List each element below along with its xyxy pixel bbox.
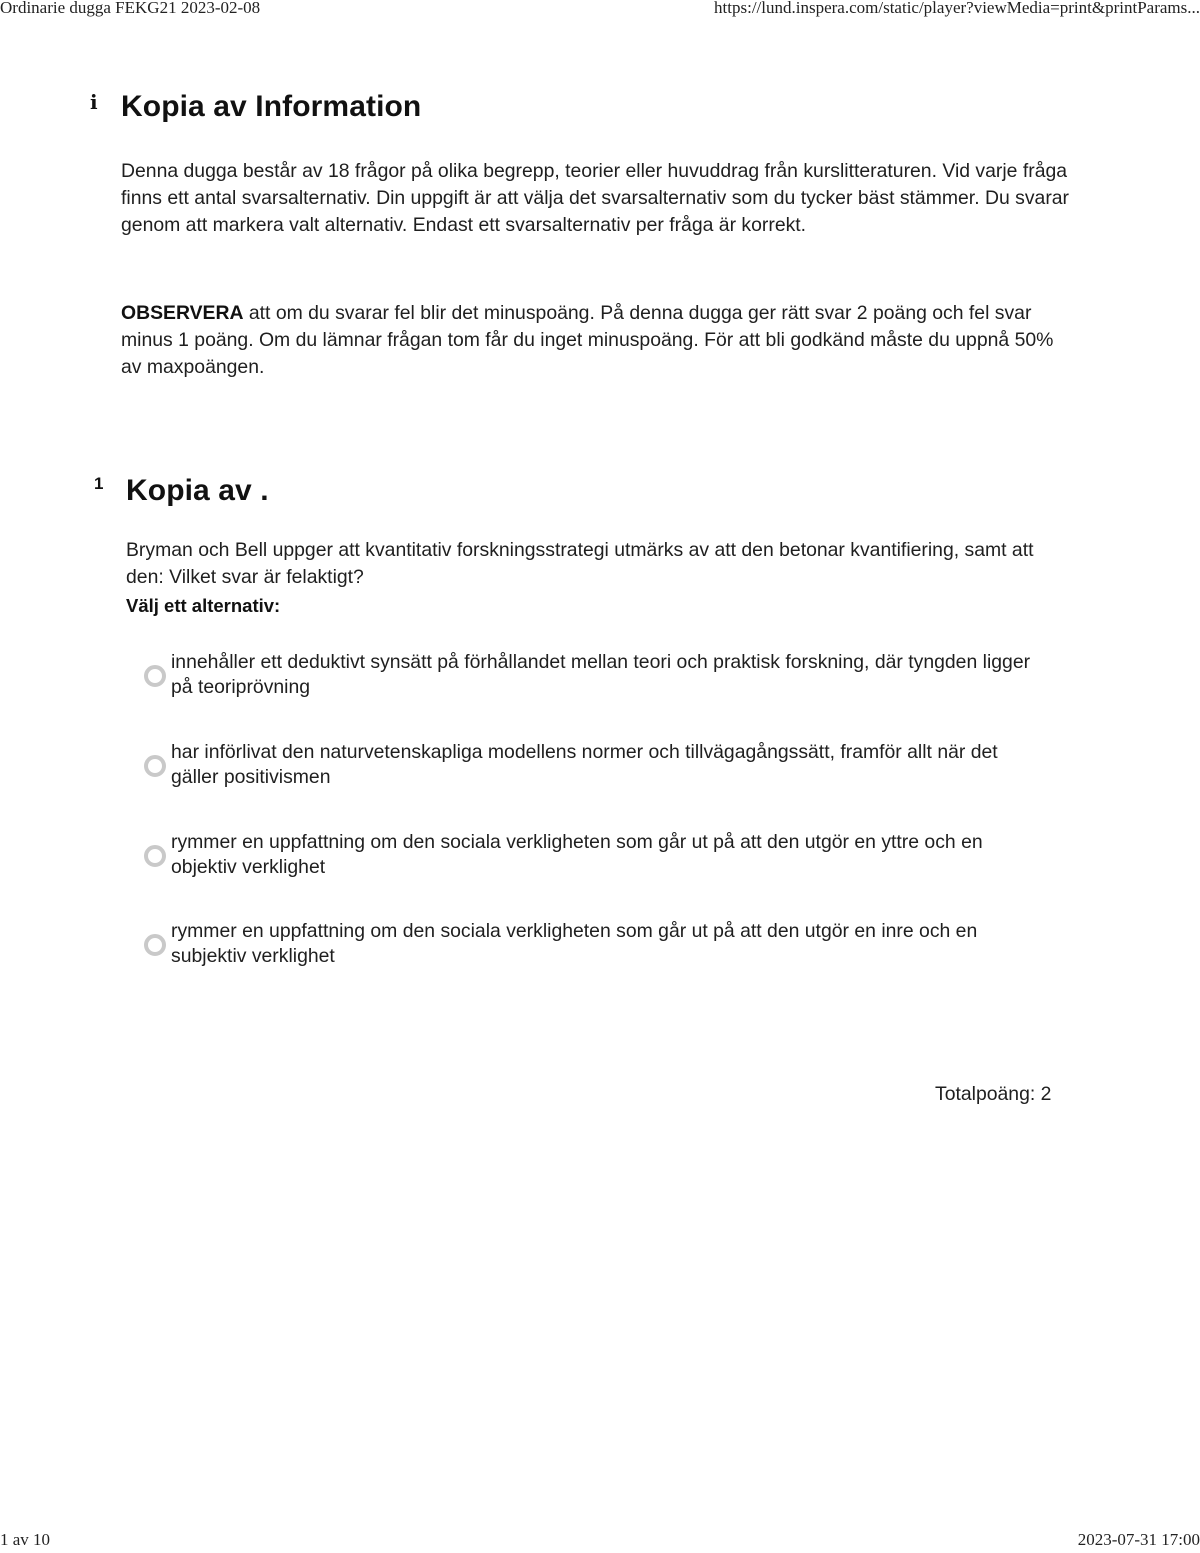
answer-option-3[interactable]	[144, 830, 1044, 880]
question-number: 1	[94, 474, 104, 493]
question-text: Bryman och Bell uppger att kvantitativ forskningsstrategi utmärks av att den betonar kvantifiering, samt att den: Vilket svar är felaktigt?	[126, 539, 1034, 588]
radio-button-icon[interactable]	[144, 845, 166, 867]
info-icon: i	[90, 90, 98, 114]
print-header-title: Ordinarie dugga FEKG21 2023-02-08	[0, 0, 261, 17]
radio-button-icon[interactable]	[144, 755, 166, 777]
radio-button-icon[interactable]	[144, 934, 166, 956]
answer-option-label: innehåller ett deduktivt synsätt på förhållandet mellan teori och praktisk forskning, där tyngden ligger på teoriprövning	[171, 651, 1031, 698]
answer-option-4[interactable]	[144, 919, 1044, 969]
observera-text: att om du svarar fel blir det minuspoäng. På denna dugga ger rätt svar 2 poäng och fel svar minus 1 poäng. Om du lämnar frågan tom får du inget minuspoäng. För att bli godkänd måste du uppnå 50% av maxpoängen.	[121, 302, 1054, 378]
answer-option-label: rymmer en uppfattning om den sociala verkligheten som går ut på att den utgör en yttre och en objektiv verklighet	[171, 831, 983, 878]
page-counter: 1 av 10	[0, 1530, 51, 1549]
radio-button-icon[interactable]	[144, 665, 166, 687]
answer-option-label: rymmer en uppfattning om den sociala verkligheten som går ut på att den utgör en inre och en subjektiv verklighet	[171, 920, 978, 967]
print-footer	[0, 1530, 1200, 1550]
observera-paragraph	[121, 300, 1071, 381]
information-paragraph: Denna dugga består av 18 frågor på olika begrepp, teorier eller huvuddrag från kurslitteraturen. Vid varje fråga finns ett antal svarsalternativ. Din uppgift är att välja det svarsalternativ som du tycker bäst stämmer. Du svarar genom att markera valt alternativ. Endast ett svarsalternativ per fråga är korrekt.	[121, 160, 1070, 236]
information-title: Kopia av Information	[121, 90, 422, 123]
total-points: Totalpoäng: 2	[935, 1083, 1052, 1105]
question-title: Kopia av .	[126, 474, 269, 507]
choose-option-label: Välj ett alternativ:	[126, 595, 281, 616]
answer-option-1[interactable]	[144, 650, 1044, 700]
answer-option-label: har införlivat den naturvetenskapliga modellens normer och tillvägagångssätt, framför allt när det gäller positivismen	[171, 741, 998, 788]
print-header-url: https://lund.inspera.com/static/player?viewMedia=print&printParams...	[714, 0, 1200, 17]
answer-option-2[interactable]	[144, 740, 1044, 790]
observera-label: OBSERVERA	[121, 302, 244, 324]
print-header	[0, 0, 1200, 18]
print-timestamp: 2023-07-31 17:00	[1077, 1530, 1200, 1549]
